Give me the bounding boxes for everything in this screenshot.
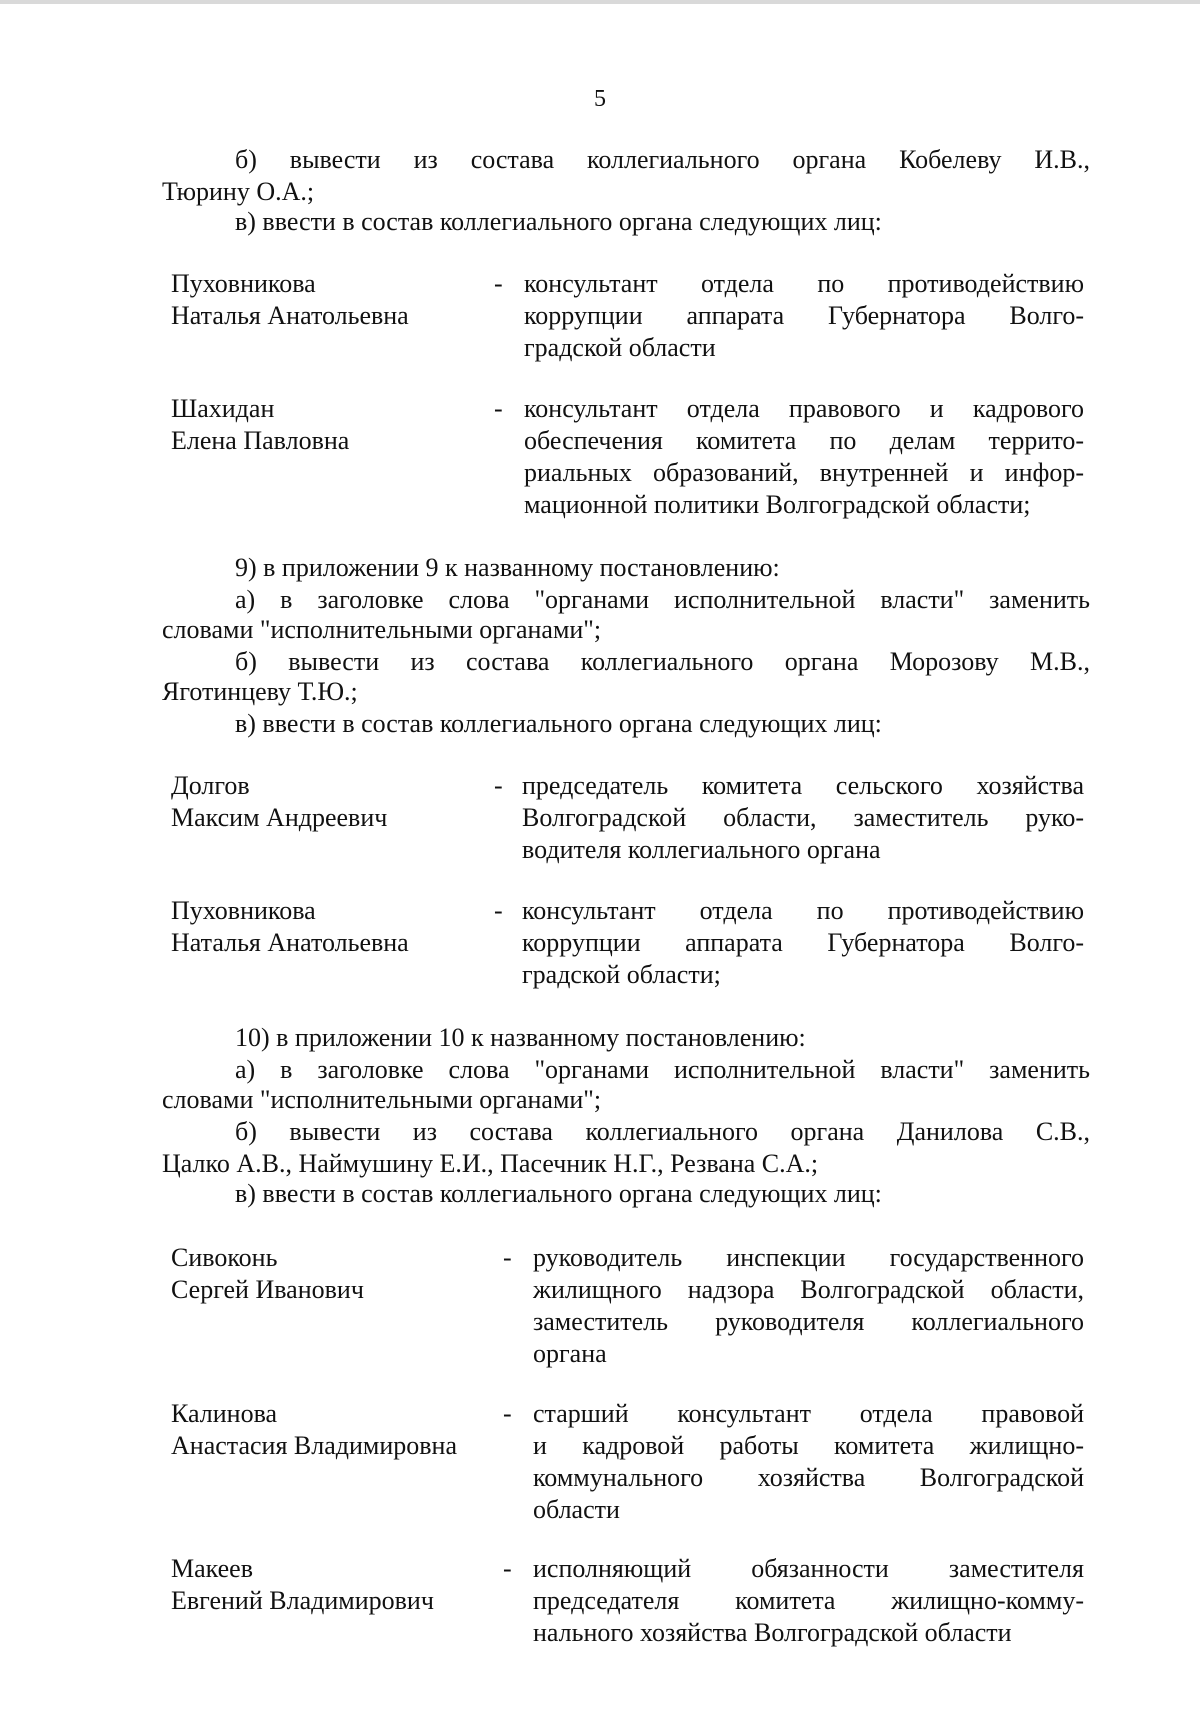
- person-given-name: Елена Павловна: [171, 426, 350, 455]
- person-description: [524, 268, 1084, 364]
- description-line: консультант отдела по противодействию: [524, 269, 1084, 298]
- scan-edge: [0, 0, 1200, 4]
- description-line: коммунального хозяйства Волгоградской: [533, 1463, 1084, 1492]
- description-line: консультант отдела правового и кадрового: [524, 394, 1084, 423]
- paragraph-heading: 10) в приложении 10 к названному постановлению:: [235, 1023, 806, 1052]
- person-surname: Макеев: [171, 1554, 253, 1583]
- description-line: нального хозяйства Волгоградской области: [533, 1618, 1012, 1647]
- description-line: исполняющий обязанности заместителя: [533, 1554, 1084, 1583]
- person-surname: Сивоконь: [171, 1243, 278, 1272]
- description-line: мационной политики Волгоградской области;: [524, 490, 1031, 519]
- description-line: консультант отдела по противодействию: [522, 896, 1084, 925]
- list-dash: -: [494, 269, 503, 298]
- paragraph-a-line: словами "исполнительными органами";: [162, 615, 602, 644]
- person-surname: Калинова: [171, 1399, 278, 1428]
- paragraph-b-line: б) вывести из состава коллегиального органа Данилова С.В.,: [235, 1117, 1090, 1146]
- description-line: органа: [533, 1339, 607, 1368]
- person-surname: Пуховникова: [171, 269, 316, 298]
- person-description: [522, 770, 1084, 866]
- paragraph-v-line: в) ввести в состав коллегиального органа следующих лиц:: [235, 709, 882, 738]
- person-surname: Шахидан: [171, 394, 275, 423]
- person-description: [533, 1553, 1084, 1649]
- person-surname: Долгов: [171, 771, 250, 800]
- paragraph-a-line: а) в заголовке слова "органами исполнительной власти" заменить: [235, 585, 1090, 614]
- description-line: жилищного надзора Волгоградской области,: [533, 1275, 1084, 1304]
- person-given-name: Наталья Анатольевна: [171, 928, 409, 957]
- person-description: [533, 1398, 1084, 1526]
- person-given-name: Наталья Анатольевна: [171, 301, 409, 330]
- person-description: [522, 895, 1084, 991]
- list-dash: -: [503, 1243, 512, 1272]
- person-given-name: Сергей Иванович: [171, 1275, 364, 1304]
- paragraph-b-line: б) вывести из состава коллегиального органа Кобелеву И.В.,: [235, 145, 1090, 174]
- description-line: руководитель инспекции государственного: [533, 1243, 1084, 1272]
- list-dash: -: [503, 1399, 512, 1428]
- description-line: обеспечения комитета по делам террито-: [524, 426, 1084, 455]
- list-dash: -: [494, 896, 503, 925]
- person-surname: Пуховникова: [171, 896, 316, 925]
- description-line: области: [533, 1495, 620, 1524]
- paragraph-v-line: в) ввести в состав коллегиального органа следующих лиц:: [235, 207, 882, 236]
- person-given-name: Максим Андреевич: [171, 803, 388, 832]
- list-dash: -: [494, 394, 503, 423]
- paragraph-b-line: Тюрину О.А.;: [162, 177, 315, 206]
- page-number: 5: [594, 86, 606, 112]
- paragraph-b-line: б) вывести из состава коллегиального органа Морозову М.В.,: [235, 647, 1090, 676]
- description-line: коррупции аппарата Губернатора Волго-: [524, 301, 1084, 330]
- description-line: председателя комитета жилищно-комму-: [533, 1586, 1084, 1615]
- description-line: и кадровой работы комитета жилищно-: [533, 1431, 1084, 1460]
- list-dash: -: [503, 1554, 512, 1583]
- description-line: коррупции аппарата Губернатора Волго-: [522, 928, 1084, 957]
- paragraph-v-line: в) ввести в состав коллегиального органа следующих лиц:: [235, 1179, 882, 1208]
- list-dash: -: [494, 771, 503, 800]
- description-line: водителя коллегиального органа: [522, 835, 881, 864]
- person-given-name: Анастасия Владимировна: [171, 1431, 457, 1460]
- paragraph-heading: 9) в приложении 9 к названному постановлению:: [235, 553, 780, 582]
- description-line: Волгоградской области, заместитель руко-: [522, 803, 1084, 832]
- paragraph-a-line: словами "исполнительными органами";: [162, 1085, 602, 1114]
- paragraph-a-line: а) в заголовке слова "органами исполнительной власти" заменить: [235, 1055, 1090, 1084]
- person-description: [524, 393, 1084, 521]
- description-line: заместитель руководителя коллегиального: [533, 1307, 1084, 1336]
- description-line: градской области;: [522, 960, 721, 989]
- person-given-name: Евгений Владимирович: [171, 1586, 434, 1615]
- paragraph-b-line: Яготинцеву Т.Ю.;: [162, 677, 358, 706]
- description-line: председатель комитета сельского хозяйства: [522, 771, 1084, 800]
- person-description: [533, 1242, 1084, 1370]
- description-line: градской области: [524, 333, 716, 362]
- description-line: риальных образований, внутренней и инфор-: [524, 458, 1084, 487]
- paragraph-b-line: Цалко А.В., Наймушину Е.И., Пасечник Н.Г., Резвана С.А.;: [162, 1149, 819, 1178]
- description-line: старший консультант отдела правовой: [533, 1399, 1084, 1428]
